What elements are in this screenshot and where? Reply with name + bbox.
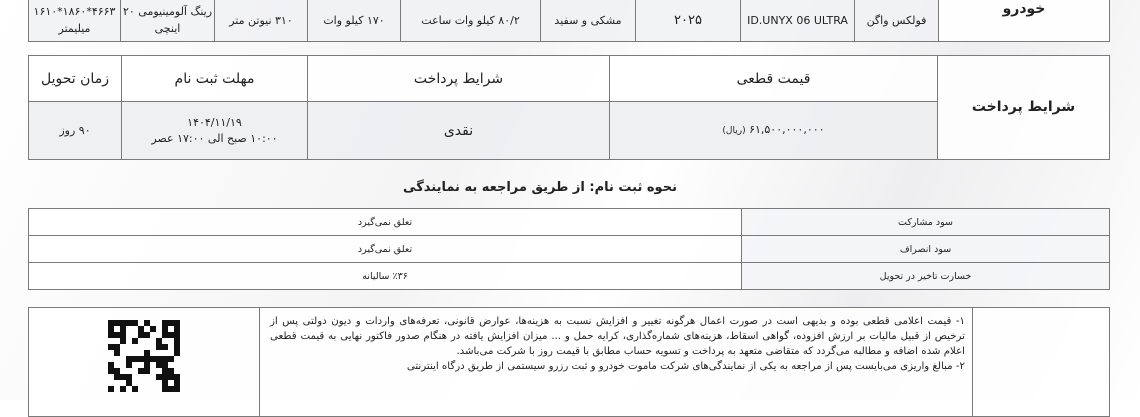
payment-label: شرایط پرداخت [938,56,1110,160]
terms-table [28,208,1110,290]
qr-module [138,386,144,392]
term-key: سود مشارکت [742,209,1110,236]
qr-module [174,386,180,392]
table-row [29,209,1110,236]
car-power: ۱۷۰ کیلو وات [308,0,401,42]
qr-module [144,386,150,392]
notes-table [28,307,1110,417]
notes-text [260,308,973,417]
registration-title: نحوه ثبت نام: از طریق مراجعه به نمایندگی [403,180,677,195]
car-color: مشکی و سفید [541,0,636,42]
table-row [29,263,1110,290]
note-2: ۲- مبالغ واریزی می‌بایست پس از مراجعه به یکی از نمایندگی‌های شرکت ماموت خودرو و ثبت رزرو سیستمی از طریق درگاه اینترنتی [406,361,965,372]
qr-module [162,386,168,392]
qr-cell [29,308,260,417]
car-dimensions: ۴۶۶۳*۱۸۶۰*۱۶۱۰ میلیمتر [29,0,121,42]
qr-module [150,386,156,392]
car-brand: فولکس واگن [855,0,939,42]
deadline-time: ۱۰:۰۰ صبح الی ۱۷:۰۰ عصر [151,131,278,145]
term-key: سود انصراف [742,236,1110,263]
header-delivery: زمان تحویل [29,56,122,102]
header-method: شرایط پرداخت [308,56,610,102]
price-value: ۶۱,۵۰۰,۰۰۰,۰۰۰ [749,123,825,136]
payment-method: نقدی [308,102,610,160]
car-torque: ۳۱۰ نیوتن متر [215,0,308,42]
term-value: تعلق نمی‌گیرد [29,236,742,263]
qr-module [108,386,114,392]
note-1: ۱- قیمت اعلامی قطعی بوده و بدیهی است در صورت اعمال هرگونه تغییر و افزایش نسبت به هزینه‌ها، عوارض قانونی، تعرفه‌های واردات و دیون دولتی پس از ترخیص از قبیل مالیات بر ارزش افزوده، گواهی اسقاط، هزینه‌های شماره‌گذاری، کرایه حمل و ... میزان افزایش یافته در هنگام صدور فاکتور نهایی به قیمت قطعی اعلام شده اضافه و مطالبه می‌گردد که متقاضی متعهد به پرداخت و تسویه حساب مطابق با قیمت روز با شرکت می‌باشد. [270,316,965,357]
qr-code-icon[interactable] [108,320,180,392]
term-value: تعلق نمی‌گیرد [29,209,742,236]
car-model: ID.UNYX 06 ULTRA [741,0,855,42]
price-unit: (ریال) [722,126,746,136]
qr-module [168,386,174,392]
car-year: ۲۰۲۵ [636,0,741,42]
payment-table [28,55,1110,160]
table-row [29,236,1110,263]
term-key: خسارت تاخیر در تحویل [742,263,1110,290]
header-deadline: مهلت ثبت نام [122,56,308,102]
qr-module [114,386,120,392]
qr-module [132,386,138,392]
price-cell [610,102,938,160]
qr-module [156,386,162,392]
delivery-time: ۹۰ روز [29,102,122,160]
term-value: ٪۳۶ سالیانه [29,263,742,290]
deadline-cell [122,102,308,160]
qr-module [120,386,126,392]
car-label: خودرو [939,0,1110,42]
car-specs-table [28,0,1110,42]
qr-module [126,386,132,392]
deadline-date: ۱۴۰۴/۱۱/۱۹ [187,115,242,129]
car-wheels: رینگ آلومینیومی ۲۰ اینچی [121,0,215,42]
header-price: قیمت قطعی [610,56,938,102]
car-battery: ۸۰/۲ کیلو وات ساعت [401,0,541,42]
notes-label-cell [973,308,1110,417]
